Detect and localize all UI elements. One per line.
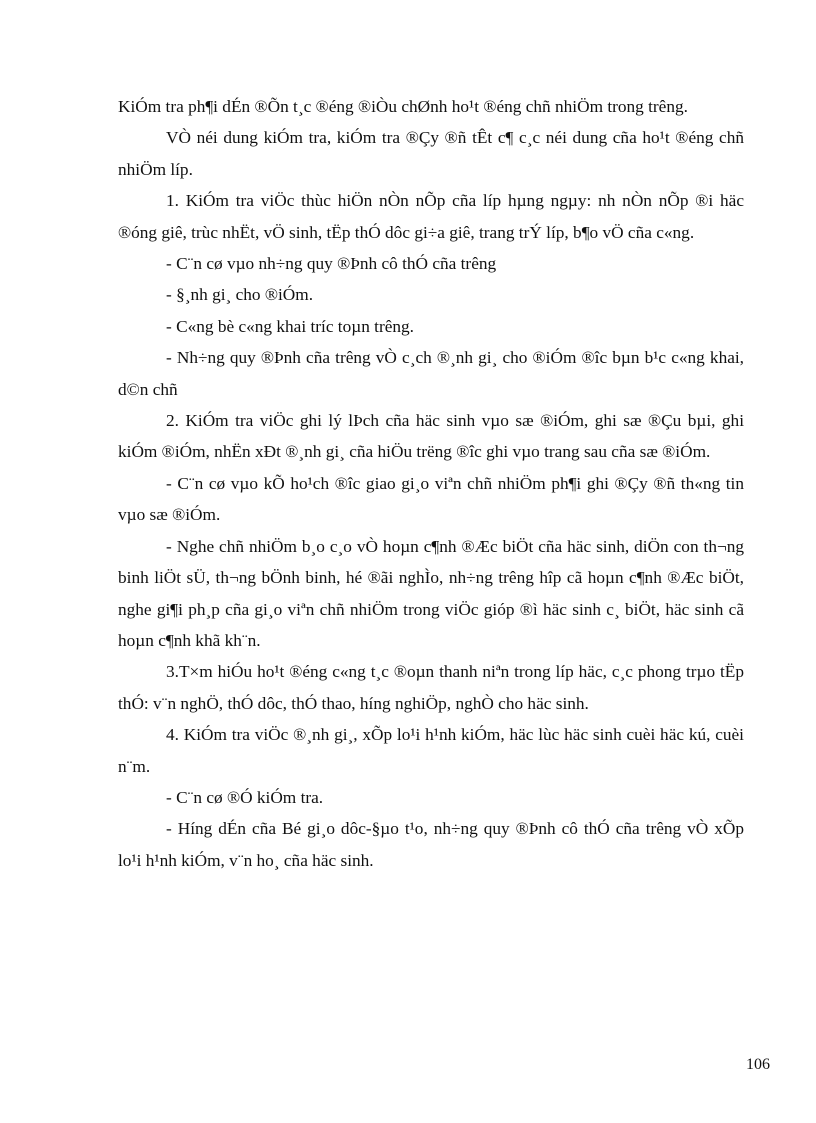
- paragraph-item-2-bullet-2: - Nghe chñ nhiÖm b¸o c¸o vÒ hoµn c¶nh ®Æc biÖt cña häc sinh, diÖn con th¬ng binh liÖt sÜ, th¬ng bÖnh binh, hé ®ãi nghÌo, nh÷ng trêng hîp cã hoµn c¶nh ®Æc biÖt, nghe gi¶i ph¸p cña gi¸o viªn chñ nhiÖm trong viÖc gióp ®ì häc sinh c¸ biÖt, häc sinh cã hoµn c¶nh khã kh¨n.: [118, 536, 744, 650]
- paragraph-intro-continuation: KiÓm tra ph¶i dÉn ®Õn t¸c ®éng ®iÒu chØnh ho¹t ®éng chñ nhiÖm trong trêng.: [118, 97, 688, 116]
- body-text: [118, 91, 744, 876]
- paragraph-item-4-bullet-1: - C¨n cø ®Ó kiÓm tra.: [166, 787, 324, 807]
- page-number: 106: [746, 1056, 770, 1073]
- paragraph-item-1-bullet-4: - Nh÷ng quy ®Þnh cña trêng vÒ c¸ch ®¸nh gi¸ cho ®iÓm ®îc bµn b¹c c«ng khai, d©n chñ: [118, 348, 744, 399]
- paragraph-item-2: 2. KiÓm tra viÖc ghi lý lÞch cña häc sinh vµo sæ ®iÓm, ghi sæ ®Çu bµi, ghi kiÓm ®iÓm, nhËn xÐt ®¸nh gi¸ cña hiÖu trëng ®îc ghi vµo trang sau cña sæ ®iÓm.: [118, 411, 744, 462]
- paragraph-item-2-bullet-1: - C¨n cø vµo kÕ ho¹ch ®îc giao gi¸o viªn chñ nhiÖm ph¶i ghi ®Çy ®ñ th«ng tin vµo sæ ®iÓm.: [118, 473, 744, 525]
- paragraph-item-4-bullet-2: - Híng dÉn cña Bé gi¸o dôc-§µo t¹o, nh÷ng quy ®Þnh cô thÓ cña trêng vÒ xÕp lo¹i h¹nh kiÓm, v¨n ho¸ cña häc sinh.: [118, 819, 744, 870]
- paragraph-item-3: 3.T×m hiÓu ho¹t ®éng c«ng t¸c ®oµn thanh niªn trong líp häc, c¸c phong trµo tËp thÓ: v¨n nghÖ, thÓ dôc, thÓ thao, híng nghiÖp, nghÒ cho häc sinh.: [118, 662, 744, 713]
- paragraph-item-1: 1. KiÓm tra viÖc thùc hiÖn nÒn nÕp cña líp hµng ngµy: nh nÒn nÕp ®i häc ®óng giê, trùc nhËt, vÖ sinh, tËp thÓ dôc gi÷a giê, trang trÝ líp, b¶o vÖ cña c«ng.: [118, 191, 744, 242]
- paragraph-item-1-bullet-3: - C«ng bè c«ng khai tríc toµn trêng.: [166, 316, 414, 336]
- paragraph-item-1-bullet-2: - §¸nh gi¸ cho ®iÓm.: [166, 285, 314, 305]
- paragraph-content-scope: VÒ néi dung kiÓm tra, kiÓm tra ®Çy ®ñ tÊt c¶ c¸c néi dung cña ho¹t ®éng chñ nhiÖm líp.: [118, 128, 744, 179]
- paragraph-item-4: 4. KiÓm tra viÖc ®¸nh gi¸, xÕp lo¹i h¹nh kiÓm, häc lùc häc sinh cuèi häc kú, cuèi n¨m.: [118, 725, 744, 776]
- paragraph-item-1-bullet-1: - C¨n cø vµo nh÷ng quy ®Þnh cô thÓ cña trêng: [166, 254, 497, 274]
